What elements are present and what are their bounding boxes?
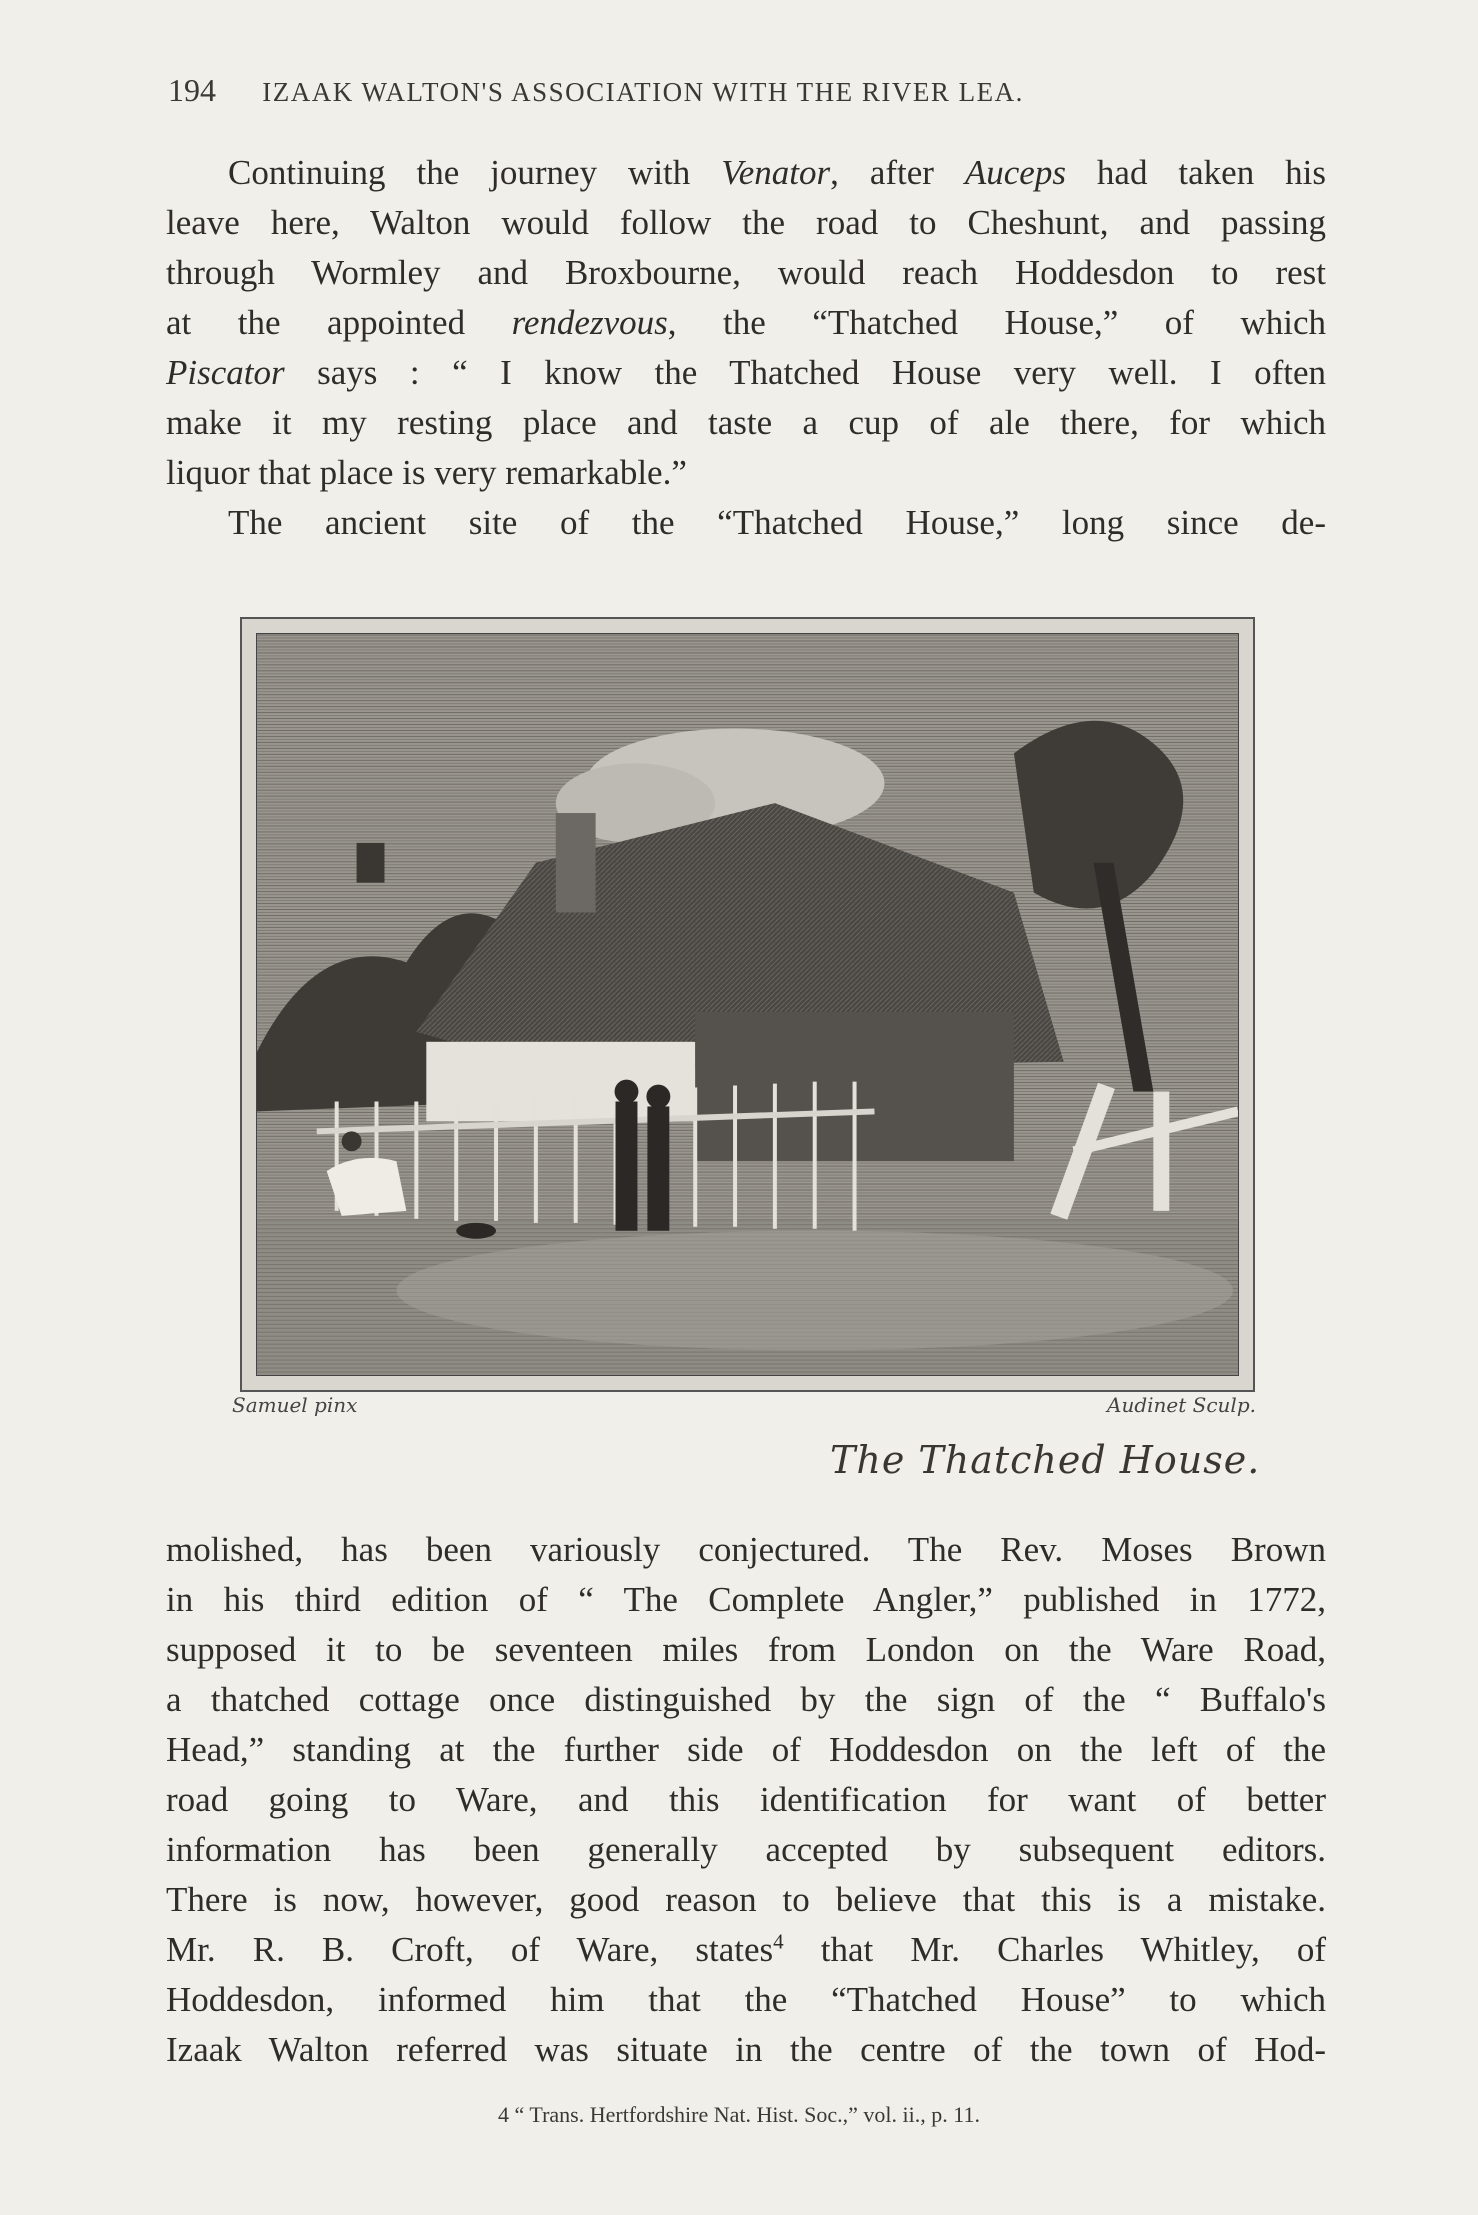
text-line: leave here, Walton would follow the road to Cheshunt, and passing [166, 203, 1326, 242]
figure-caption: The Thatched House. [830, 1438, 1261, 1482]
text-line: a thatched cottage once distinguished by the sign of the “ Buffalo's [166, 1680, 1326, 1719]
text-line: make it my resting place and taste a cup of ale there, for which [166, 403, 1326, 442]
text-line: molished, has been variously conjectured. The Rev. Moses Brown [166, 1530, 1326, 1569]
engraving-artist-credit: Samuel pinx [232, 1393, 358, 1417]
body-paragraph-top [166, 148, 1326, 548]
text-line: Piscator says : “ I know the Thatched House very well. I often [166, 353, 1326, 392]
engraving-engraver-credit: Audinet Sculp. [1107, 1393, 1256, 1417]
text-line: Mr. R. B. Croft, of Ware, states$^4$ that Mr. Charles Whitley, of [166, 1929, 1327, 1969]
engraving-figure [240, 617, 1255, 1392]
text-line: at the appointed rendezvous, the “Thatched House,” of which [166, 303, 1326, 342]
text-line: through Wormley and Broxbourne, would reach Hoddesdon to rest [166, 253, 1326, 292]
text-line: Izaak Walton referred was situate in the centre of the town of Hod- [166, 2030, 1326, 2069]
text-line: There is now, however, good reason to believe that this is a mistake. [166, 1880, 1326, 1919]
footnote-marker[interactable]: 4 [773, 1929, 784, 1954]
text-line: Continuing the journey with Venator, after Auceps had taken his [228, 153, 1326, 192]
body-paragraph-bottom [166, 1525, 1326, 2075]
footnote: 4 “ Trans. Hertfordshire Nat. Hist. Soc.,” vol. ii., p. 11. [498, 2102, 980, 2127]
text-line: Head,” standing at the further side of Hoddesdon on the left of the [166, 1730, 1326, 1769]
text-line: liquor that place is very remarkable.” [166, 453, 687, 492]
running-head [168, 72, 1328, 109]
text-line: in his third edition of “ The Complete Angler,” published in 1772, [166, 1580, 1326, 1619]
text-line: road going to Ware, and this identification for want of better [166, 1780, 1326, 1819]
running-title: IZAAK WALTON'S ASSOCIATION WITH THE RIVER LEA. [262, 77, 1024, 107]
engraving-image [256, 633, 1239, 1376]
text-line: Hoddesdon, informed him that the “Thatched House” to which [166, 1980, 1326, 2019]
text-line: supposed it to be seventeen miles from London on the Ware Road, [166, 1630, 1326, 1669]
page-number: 194 [168, 72, 216, 108]
text-line: information has been generally accepted by subsequent editors. [166, 1830, 1326, 1869]
text-line: The ancient site of the “Thatched House,” long since de- [228, 503, 1326, 542]
